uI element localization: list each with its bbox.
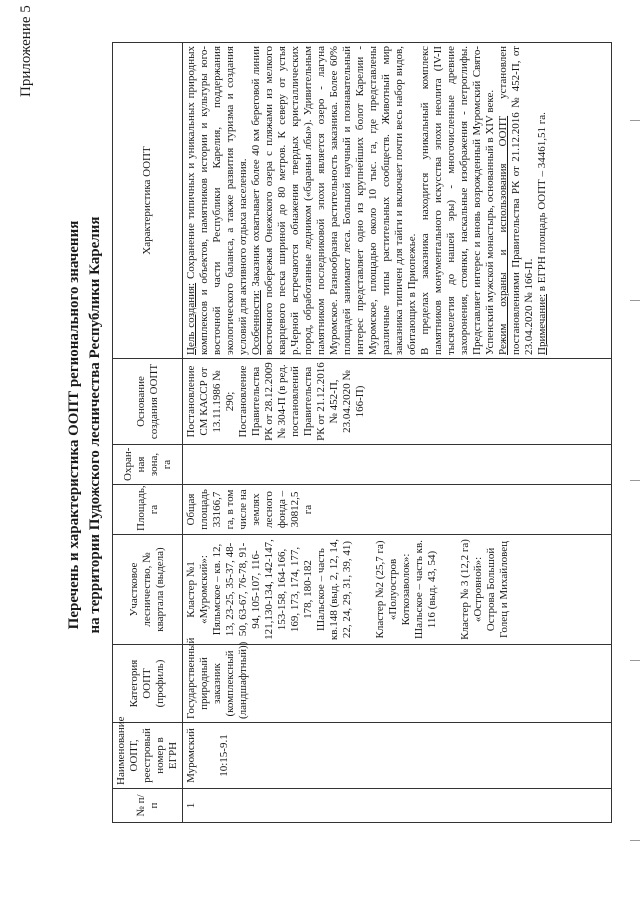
- title-line-1: Перечень и характеристика ООПТ регионального значения: [66, 220, 82, 630]
- header-forestry: Участковое лесничество, № квартала (выдела): [113, 535, 183, 645]
- cell-characteristics: [183, 43, 612, 359]
- scan-edge-mark: [630, 480, 640, 481]
- scan-edge-mark: [630, 120, 640, 121]
- cluster-3: Кластер № 3 (12,2 га) «Островной»: Острова Большой Голец и Михайловец: [459, 539, 510, 640]
- cell-forestry: [183, 535, 612, 645]
- header-characteristics: Характеристика ООПТ: [113, 43, 183, 359]
- note-label: Примечание:: [536, 293, 548, 355]
- regime-label: Режим охраны и использования ООПТ: [497, 115, 509, 355]
- appendix-label: Приложение 5: [18, 5, 34, 97]
- features-paragraph: [250, 46, 419, 355]
- note-text: в ЕГРН площадь ООПТ – 34461,51 га.: [536, 112, 548, 294]
- goal-label: Цель создания:: [185, 282, 197, 355]
- oopt-name: Муромский: [185, 728, 197, 783]
- header-basis: Основание создания ООПТ: [113, 359, 183, 445]
- cell-num: 1: [183, 789, 612, 823]
- scan-edge-mark: [630, 300, 640, 301]
- regime-text: установлен постановлениями Правительства РК от 21.12.2016 № 452-П, от 23.04.2020 № 166-П.: [497, 45, 535, 355]
- registry-number: 10:15-9.1: [218, 734, 230, 777]
- cluster-1: Кластер №1 «Муромский»: Пяльмское – кв. 12, 13, 23-25, 35-37, 48-50, 63-67, 76-78, 91-94, 105-107, 116-121,130-134, 142-147, 153-158, 164-166, 169, 173, 174, 177, 178, 180-182 Шальское – часть кв.148 (выд. 2, 12, 14, 22, 24, 29, 31, 39, 41): [185, 538, 353, 641]
- features-text: Заказник охватывает более 40 км береговой линии восточного побережья Онежского озера с пляжами из мелкого кварцевого песка шириной до 80 метров. К северу от устья р.Черной встречаются обнажения твердых кристаллических пород, обработанные ледником («бараньи лбы»). Удивительным памятником последниковой эпохи является озеро - лагуна Муромское. Разнообразна растительность заказника. Более 60% площадей занимают леса. Большой научный и познавательный интерес представляет одно из крупнейших болот Карелии - Муромское, площадью около 10 тыс. га, где представлены различные типы растительных сообществ. Животный мир заказника типичен для тайги и включает почти весь набор видов, обитающих в Приопежье.: [250, 46, 418, 355]
- header-buffer: Охран-ная зона, га: [113, 445, 183, 485]
- scan-edge-mark: [630, 660, 640, 661]
- table-row: [183, 43, 612, 823]
- cell-basis: Постановление СМ КАССР от 13.11.1986 № 290; Постановление Правительства РК от 28.12.2009 № 304-П (в ред. постановлений Правительства РК от 21.12.2016 № 452-П, 23.04.2020 № 166-П): [183, 359, 612, 445]
- regime-paragraph: [497, 46, 536, 355]
- header-num: № п/п: [113, 789, 183, 823]
- header-name: Наименование ООПТ, реестровый номер в ЕГРН: [113, 723, 183, 789]
- goal-paragraph: [185, 46, 250, 355]
- cell-area: Общая площадь 33166,7 га, в том числе на землях лесного фонда – 30812,5 га: [183, 485, 612, 535]
- header-row: [113, 43, 183, 823]
- features-paragraph-2: В пределах заказника находится уникальный комплекс памятников монументального искусства эпохи неолита (IV-II тысячелетия до нашей эры) - многочисленные древние захоронения, стоянки, наскальные изображения - петроглифы. Представляет интерес и вновь возрожденный Муромский Свято-Успенский мужской монастырь, основанный в XIV веке.: [419, 46, 496, 355]
- cluster-2: Кластер №2 (25,7 га) «Полуостров Коткозаволок»: Шальское – часть кв. 116 (выд. 43, 54): [374, 540, 438, 639]
- header-category: Категория ООПТ (профиль): [113, 645, 183, 723]
- scan-edge-mark: [630, 840, 640, 841]
- cell-name: [183, 723, 612, 789]
- cell-buffer: [183, 445, 612, 485]
- features-label: Особенности:: [250, 290, 262, 355]
- header-area: Площадь, га: [113, 485, 183, 535]
- note-paragraph: [536, 46, 549, 355]
- cell-category: Государственный природный заказник (комплексный (ландшафтный)): [183, 645, 612, 723]
- oopt-table: [112, 42, 612, 823]
- goal-text: Сохранение типичных и уникальных природных комплексов и объектов, памятников истории и культуры юго-восточной части Республики Карелия, поддержания экологического баланса, а также развития туризма и создания условий для активного отдыха населения.: [185, 46, 249, 355]
- document-title: [64, 115, 106, 735]
- title-line-2: на территории Пудожского лесничества Республики Карелия: [87, 216, 103, 634]
